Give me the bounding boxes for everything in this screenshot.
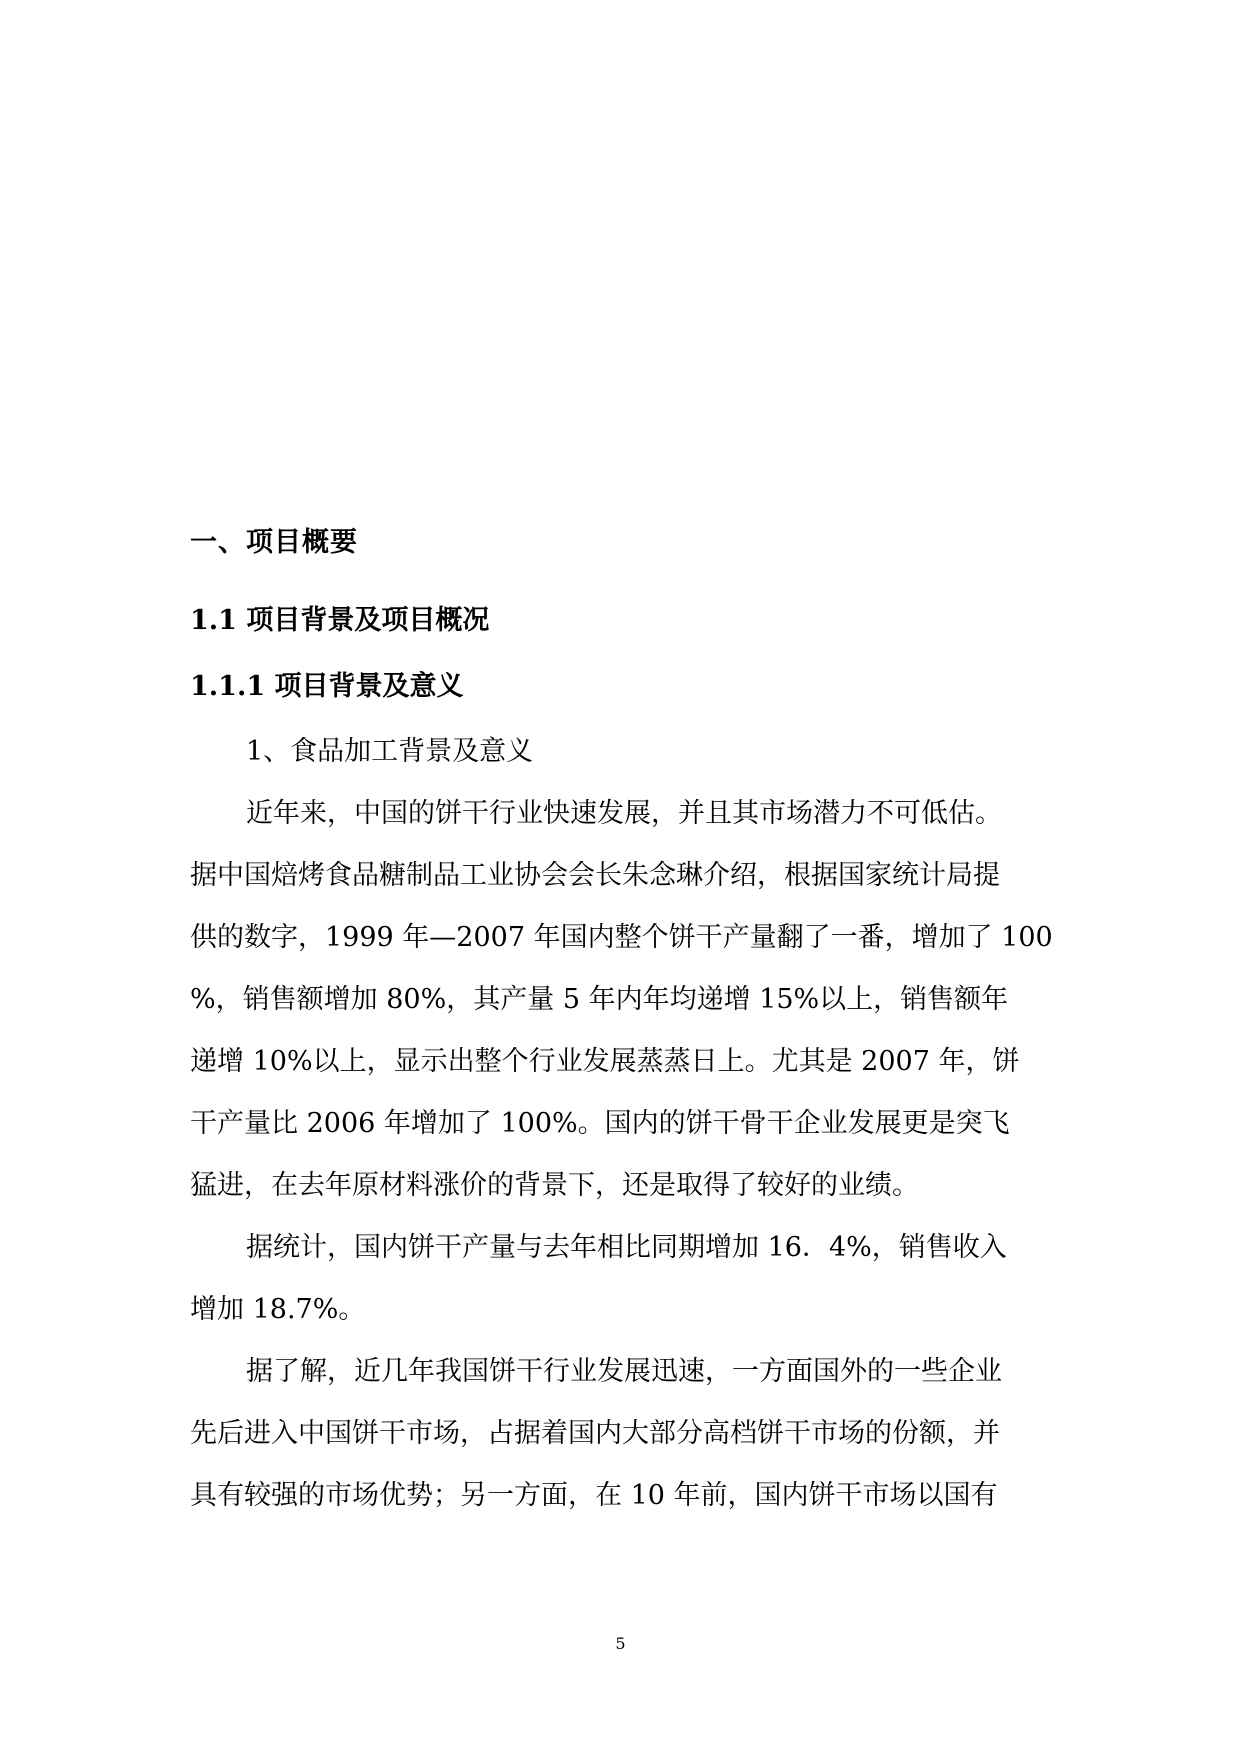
paragraph-line: 猛进，在去年原材料涨价的背景下，还是取得了较好的业绩。: [190, 1170, 919, 1201]
paragraph-line: 据了解，近几年我国饼干行业发展迅速，一方面国外的一些企业: [246, 1356, 1002, 1387]
chapter-title: 一、项目概要: [190, 527, 358, 558]
paragraph-line: 递增 10%以上，显示出整个行业发展蒸蒸日上。尤其是 2007 年，饼: [190, 1046, 1020, 1077]
paragraph-line: 据中国焙烤食品糖制品工业协会会长朱念琳介绍，根据国家统计局提: [190, 860, 1000, 891]
paragraph-line: 增加 18.7%。: [190, 1294, 366, 1325]
paragraph-line: %，销售额增加 80%，其产量 5 年内年均递增 15%以上，销售额年: [190, 984, 1009, 1015]
paragraph-line: 据统计，国内饼干产量与去年相比同期增加 16．4%，销售收入: [246, 1232, 1007, 1263]
section-title: 1.1 项目背景及项目概况: [190, 605, 490, 636]
paragraph-line: 近年来，中国的饼干行业快速发展，并且其市场潜力不可低估。: [246, 798, 1002, 829]
page-number: 5: [615, 1634, 626, 1653]
paragraph-line: 供的数字，1999 年—2007 年国内整个饼干产量翻了一番，增加了 100: [190, 922, 1053, 953]
subsection-title: 1.1.1 项目背景及意义: [190, 671, 464, 702]
paragraph-line: 先后进入中国饼干市场，占据着国内大部分高档饼干市场的份额，并: [190, 1418, 1000, 1449]
paragraph-line: 干产量比 2006 年增加了 100%。国内的饼干骨干企业发展更是突飞: [190, 1108, 1010, 1139]
paragraph-line: 具有较强的市场优势；另一方面，在 10 年前，国内饼干市场以国有: [190, 1480, 998, 1511]
paragraph-heading: 1、食品加工背景及意义: [246, 736, 534, 767]
